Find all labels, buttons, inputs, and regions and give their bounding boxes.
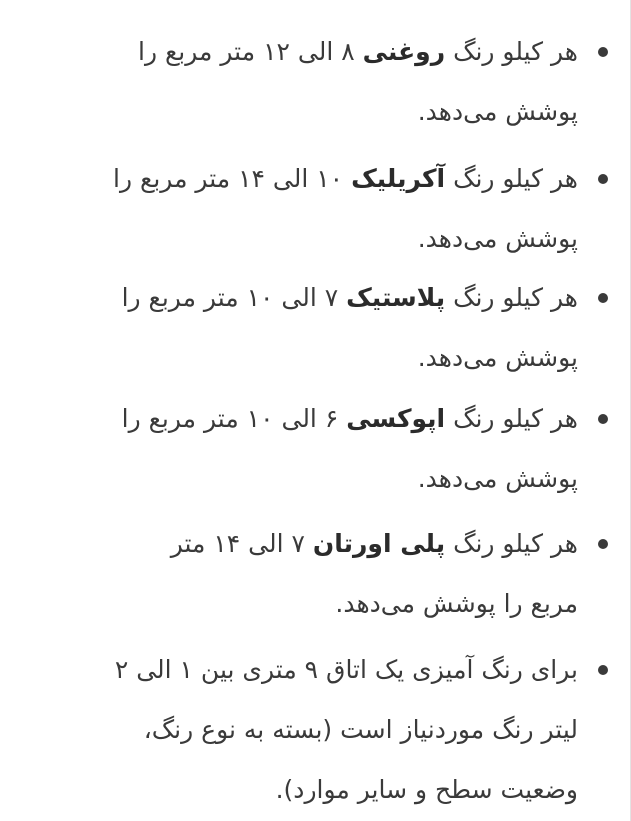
item-text-start: هر کیلو رنگ xyxy=(445,283,578,312)
list-item xyxy=(98,268,578,388)
list-item xyxy=(138,514,578,634)
item-text-end: ۶ الی ۱۰ متر مربع را پوشش می‌دهد. xyxy=(121,404,578,493)
paint-type: آکریلیک xyxy=(351,164,446,193)
paint-type: روغنی xyxy=(362,37,446,66)
bullet-icon xyxy=(598,174,608,184)
paint-type: پلاستیک xyxy=(346,283,446,312)
bullet-icon xyxy=(598,47,608,57)
list-item-text xyxy=(122,404,578,493)
list-item-text xyxy=(171,529,578,618)
paint-type: پلی اورتان xyxy=(312,529,446,558)
list-item-text xyxy=(122,283,578,372)
list-item xyxy=(98,640,578,820)
item-text-end: ۷ الی ۱۰ متر مربع را پوشش می‌دهد. xyxy=(121,283,578,372)
list-item xyxy=(78,389,578,509)
item-text-start: هر کیلو رنگ xyxy=(445,164,578,193)
item-text-start: برای رنگ آمیزی یک اتاق ۹ متری بین ۱ الی ۲ لیتر رنگ موردنیاز است (بسته به نوع رنگ، وضعیت سطح و سایر موارد). xyxy=(114,655,578,804)
bullet-icon xyxy=(598,539,608,549)
list-item xyxy=(98,22,578,142)
list-item-text xyxy=(115,655,578,804)
list-item xyxy=(98,149,578,269)
item-text-start: هر کیلو رنگ xyxy=(445,529,578,558)
list-item-text xyxy=(138,37,578,126)
paint-type: اپوکسی xyxy=(346,404,446,433)
item-text-end: ۷ الی ۱۴ متر مربع را پوشش می‌دهد. xyxy=(170,529,578,618)
item-text-start: هر کیلو رنگ xyxy=(445,37,578,66)
list-item-text xyxy=(113,164,578,253)
bullet-icon xyxy=(598,414,608,424)
item-text-end: ۱۰ الی ۱۴ متر مربع را پوشش می‌دهد. xyxy=(113,164,578,253)
item-text-start: هر کیلو رنگ xyxy=(445,404,578,433)
item-text-end: ۸ الی ۱۲ متر مربع را پوشش می‌دهد. xyxy=(138,37,578,126)
bullet-icon xyxy=(598,293,608,303)
bullet-icon xyxy=(598,665,608,675)
